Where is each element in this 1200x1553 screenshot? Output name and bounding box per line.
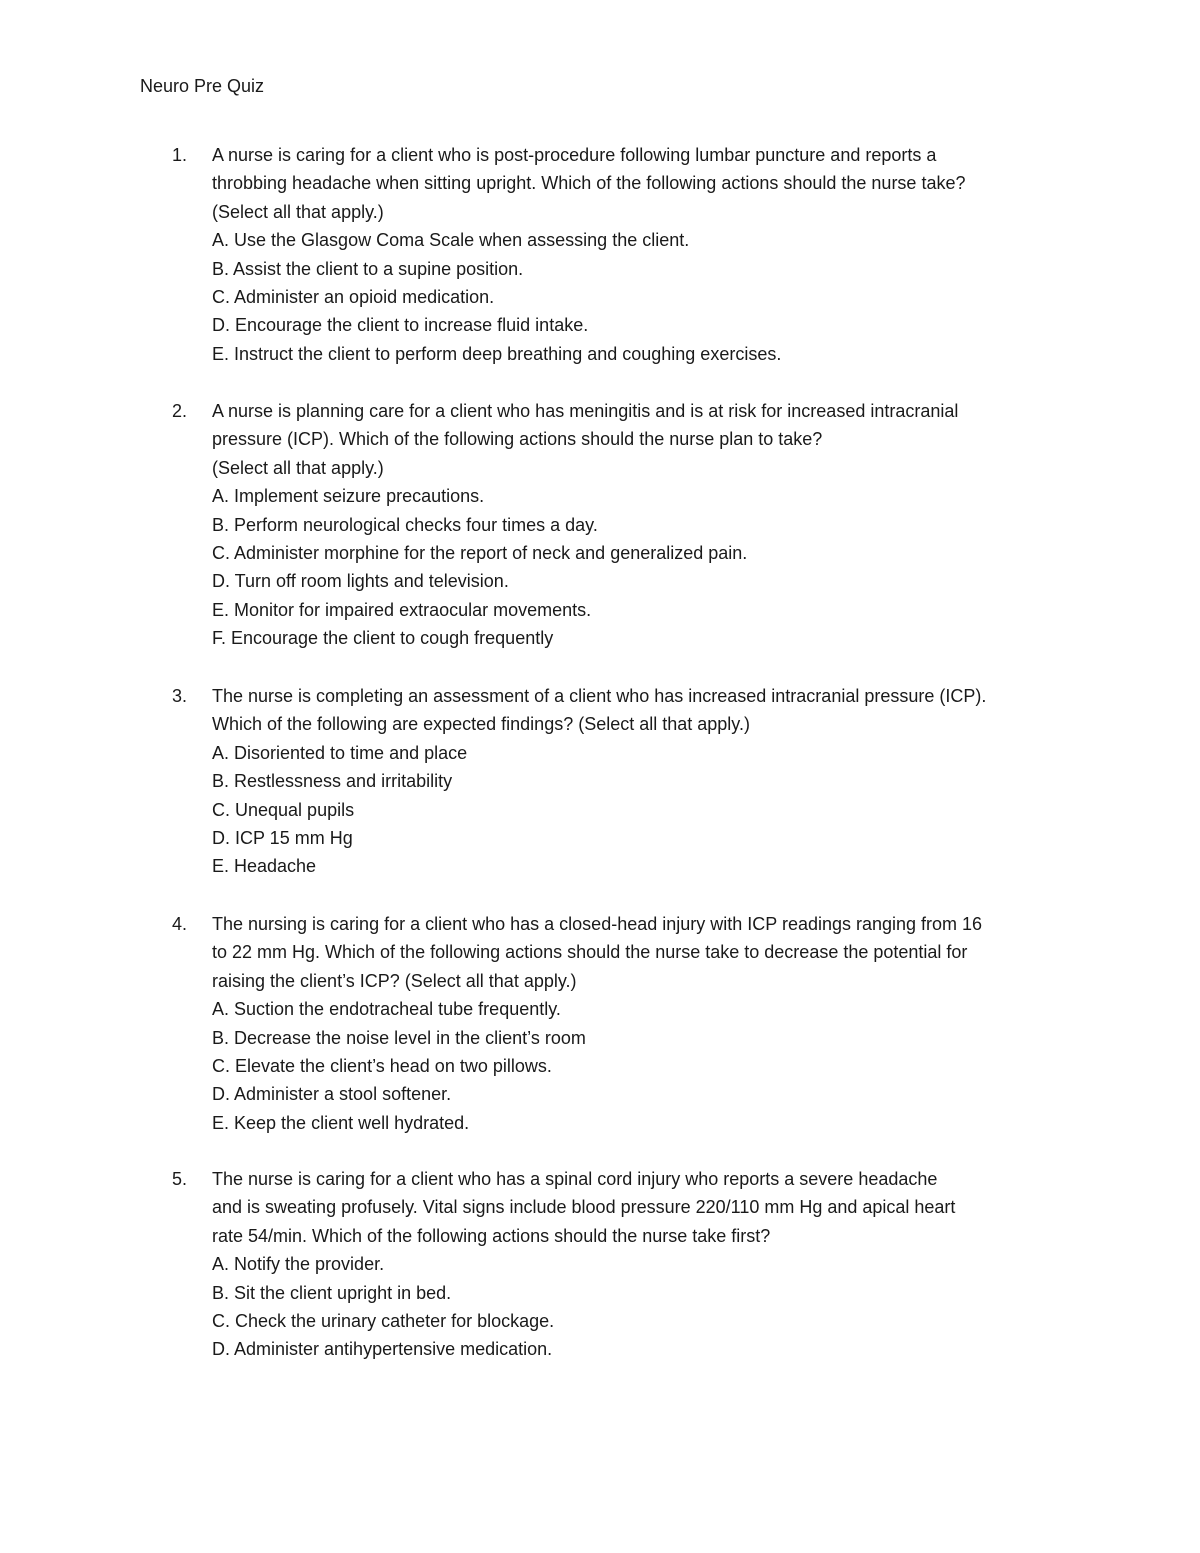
answer-option: E. Monitor for impaired extraocular movements.: [212, 599, 592, 620]
answer-option: D. Administer a stool softener.: [212, 1084, 452, 1105]
answer-option: F. Encourage the client to cough frequently: [212, 628, 554, 649]
question-stem-line: Which of the following are expected findings? (Select all that apply.): [212, 714, 750, 735]
answer-option: D. ICP 15 mm Hg: [212, 828, 353, 849]
question-body: [212, 397, 1072, 653]
answer-option: B. Restlessness and irritability: [212, 771, 453, 792]
question-stem-line: The nurse is completing an assessment of a client who has increased intracranial pressure (ICP).: [212, 686, 987, 706]
question-body: [212, 910, 1072, 1137]
question-stem-line: The nursing is caring for a client who has a closed-head injury with ICP readings ranging from 16: [212, 914, 983, 934]
question-body: [212, 141, 1072, 368]
question-stem-line: throbbing headache when sitting upright. Which of the following actions should the nurse take?: [212, 173, 966, 194]
answer-option: B. Sit the client upright in bed.: [212, 1282, 452, 1303]
question-stem-line: rate 54/min. Which of the following actions should the nurse take first?: [212, 1225, 771, 1246]
answer-option: E. Instruct the client to perform deep breathing and coughing exercises.: [212, 343, 782, 364]
question-number: 3.: [172, 686, 188, 706]
answer-option: D. Administer antihypertensive medication.: [212, 1339, 553, 1360]
question-number: 5.: [172, 1169, 188, 1189]
answer-option: E. Headache: [212, 856, 317, 877]
answer-option: C. Elevate the client’s head on two pillows.: [212, 1056, 552, 1077]
answer-option: E. Keep the client well hydrated.: [212, 1112, 470, 1133]
question-stem-line: pressure (ICP). Which of the following actions should the nurse plan to take?: [212, 429, 823, 450]
question-number: 1.: [172, 145, 188, 165]
answer-option: D. Encourage the client to increase fluid intake.: [212, 315, 589, 336]
answer-option: C. Administer morphine for the report of neck and generalized pain.: [212, 543, 748, 564]
question-stem-line: raising the client’s ICP? (Select all that apply.): [212, 970, 577, 991]
question-stem-line: (Select all that apply.): [212, 457, 384, 478]
question-stem-line: and is sweating profusely. Vital signs include blood pressure 220/110 mm Hg and apical heart: [212, 1197, 956, 1218]
question-stem-line: (Select all that apply.): [212, 201, 384, 222]
answer-option: A. Disoriented to time and place: [212, 742, 468, 763]
answer-option: B. Perform neurological checks four times a day.: [212, 514, 598, 535]
answer-option: A. Notify the provider.: [212, 1254, 385, 1275]
answer-option: C. Unequal pupils: [212, 799, 355, 820]
question-stem-line: A nurse is planning care for a client who has meningitis and is at risk for increased intracranial: [212, 401, 959, 421]
question-stem-line: A nurse is caring for a client who is post-procedure following lumbar puncture and reports a: [212, 145, 937, 165]
question-stem-line: The nurse is caring for a client who has a spinal cord injury who reports a severe headache: [212, 1169, 938, 1189]
document-title: Neuro Pre Quiz: [140, 76, 265, 96]
answer-option: B. Decrease the noise level in the client’s room: [212, 1027, 586, 1048]
answer-option: C. Check the urinary catheter for blockage.: [212, 1311, 555, 1332]
answer-option: A. Suction the endotracheal tube frequently.: [212, 999, 561, 1020]
question-body: [212, 682, 1072, 881]
answer-option: A. Use the Glasgow Coma Scale when assessing the client.: [212, 230, 690, 251]
question-stem-line: to 22 mm Hg. Which of the following actions should the nurse take to decrease the potential for: [212, 942, 968, 963]
answer-option: D. Turn off room lights and television.: [212, 571, 509, 592]
answer-option: A. Implement seizure precautions.: [212, 486, 485, 507]
question-number: 4.: [172, 914, 188, 934]
answer-option: C. Administer an opioid medication.: [212, 287, 495, 308]
question-body: [212, 1165, 1072, 1364]
question-number: 2.: [172, 401, 188, 421]
answer-option: B. Assist the client to a supine position.: [212, 258, 524, 279]
